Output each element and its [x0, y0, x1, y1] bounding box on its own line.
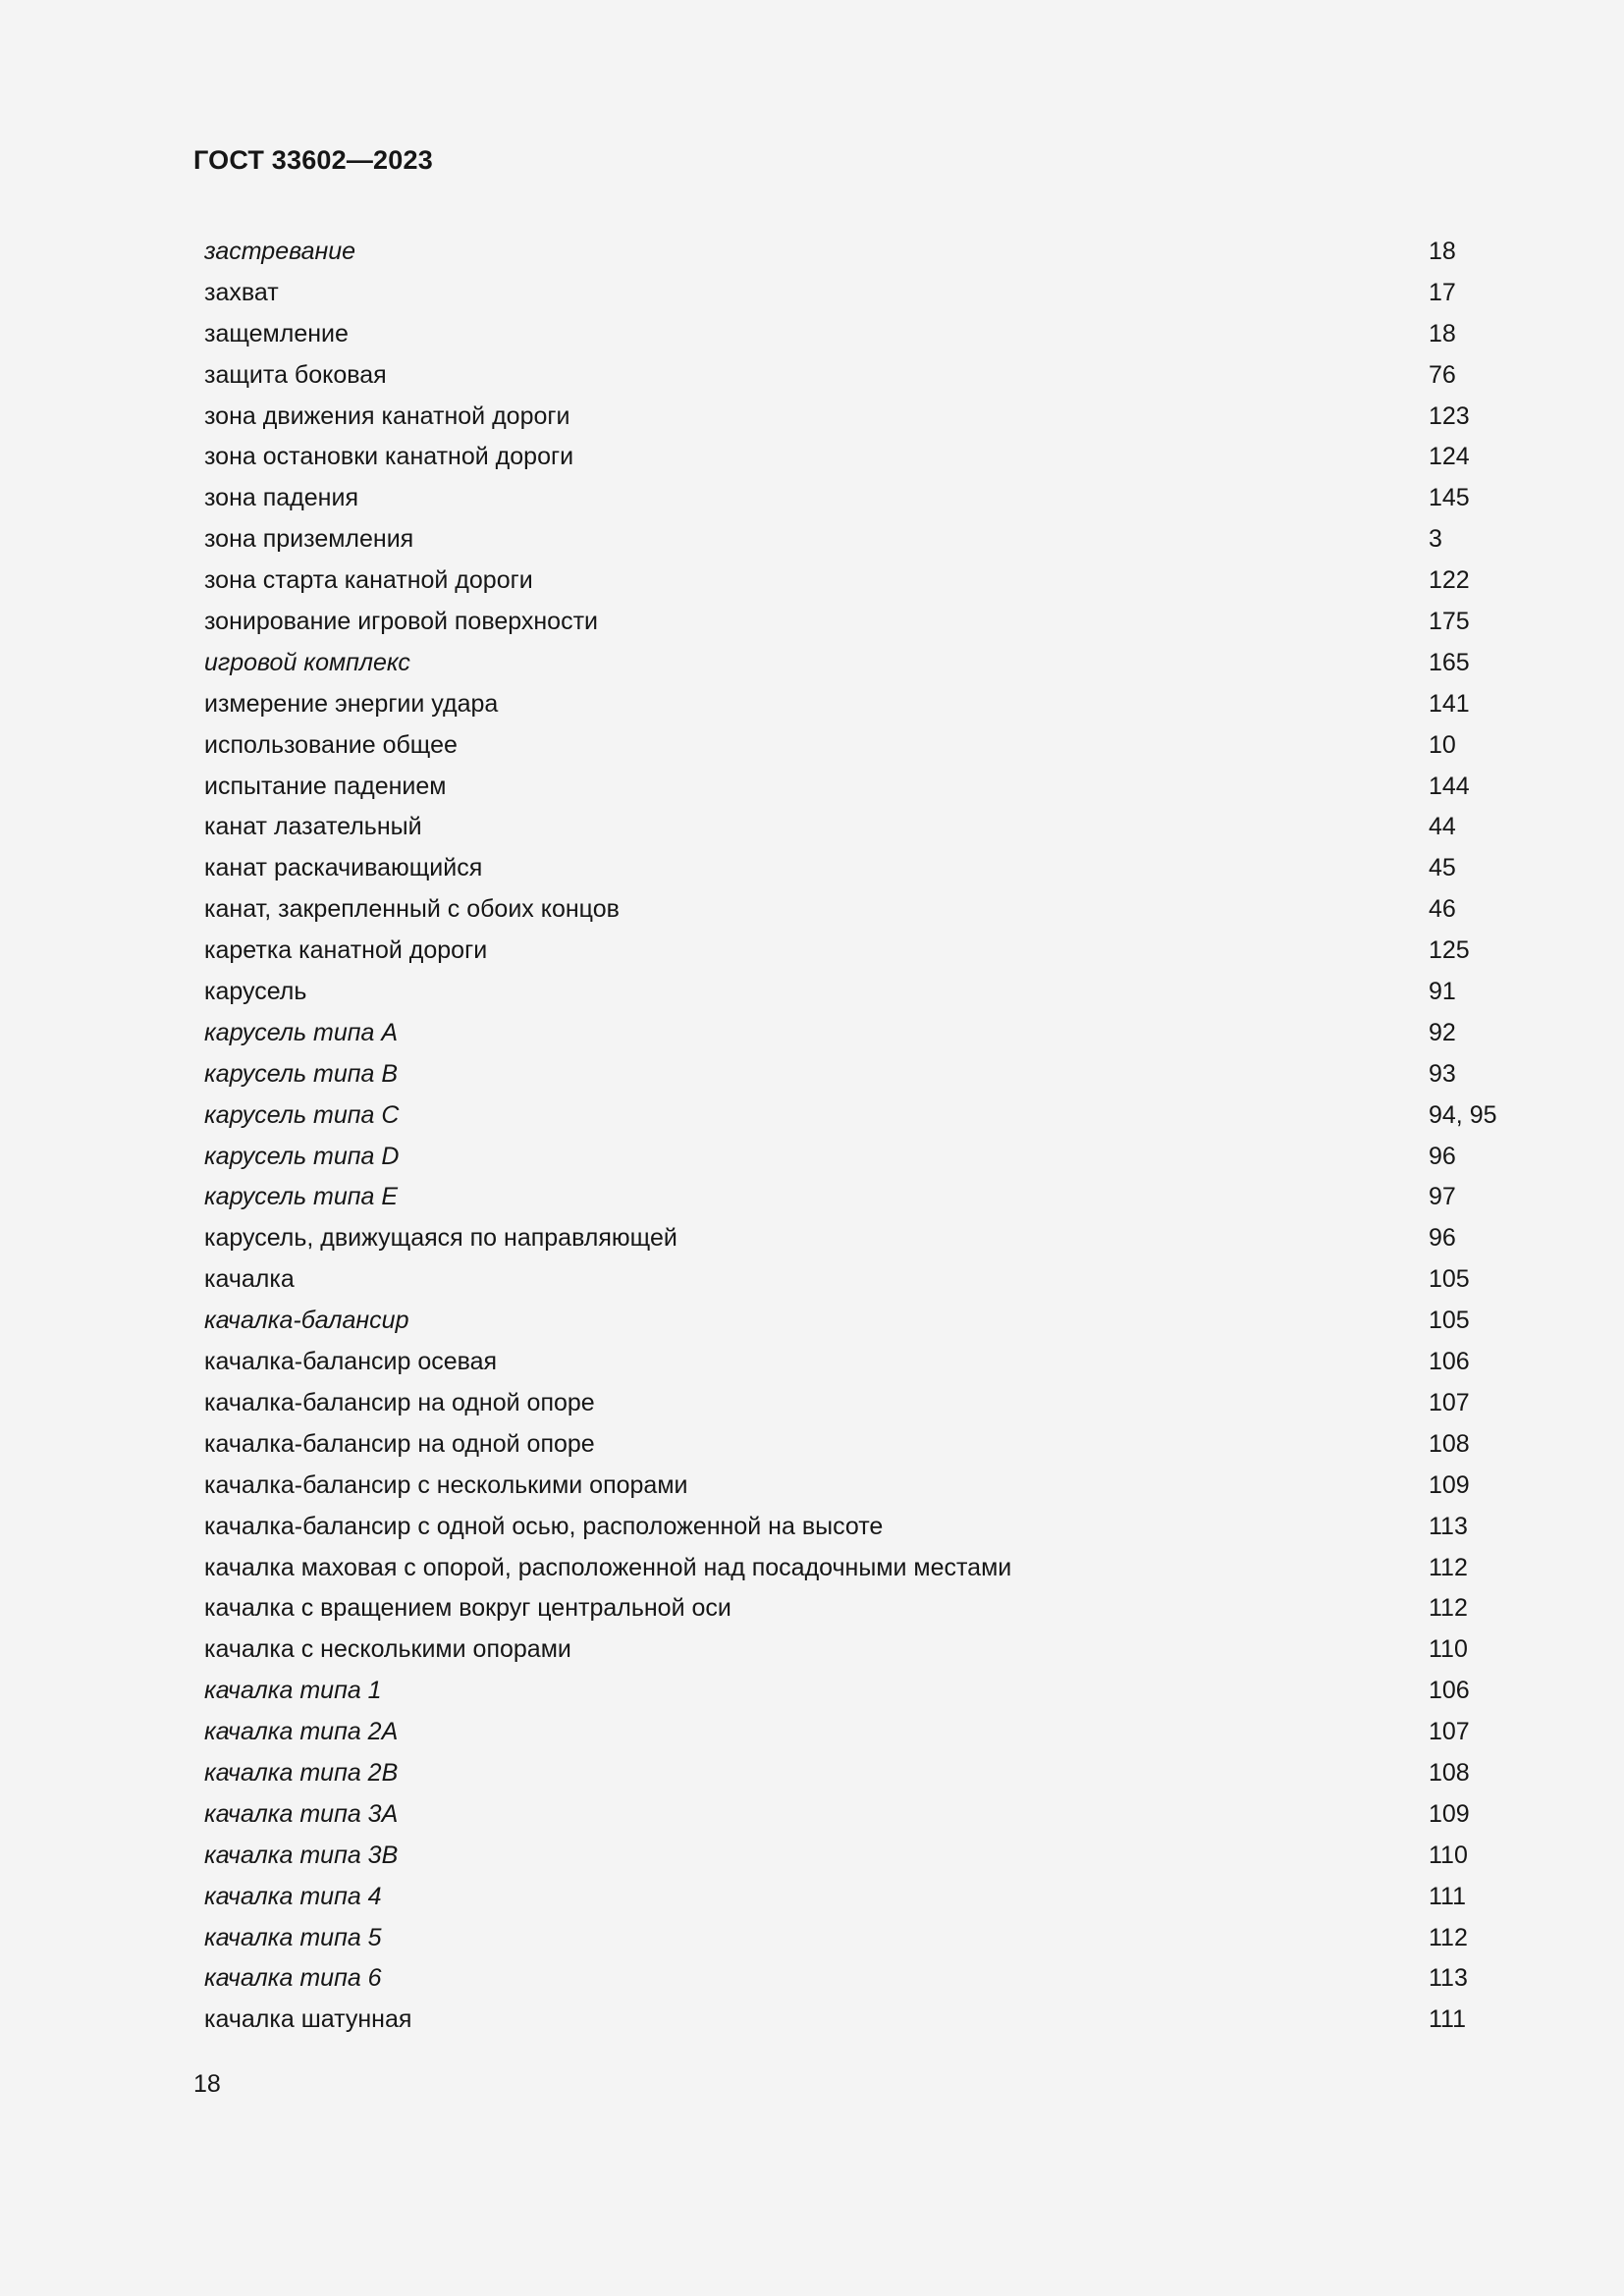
index-term-reference: 122 — [1429, 566, 1470, 595]
index-term-reference: 107 — [1429, 1388, 1470, 1416]
index-term: зона старта канатной дороги — [204, 566, 533, 595]
index-term: качалка типа 4 — [204, 1882, 382, 1910]
index-entry — [204, 1918, 1510, 1959]
index-term: качалка типа 1 — [204, 1677, 382, 1705]
index-term-reference: 105 — [1429, 1307, 1470, 1335]
index-entry — [204, 767, 1510, 808]
index-term: качалка-балансир на одной опоре — [204, 1429, 595, 1458]
index-term-reference: 113 — [1429, 1964, 1468, 1993]
index-term-reference: 93 — [1429, 1059, 1456, 1088]
index-term: качалка типа 5 — [204, 1923, 382, 1951]
index-entry — [204, 1836, 1510, 1877]
index-entry — [204, 1095, 1510, 1137]
index-term: карусель типа A — [204, 1018, 399, 1046]
index-term-reference: 3 — [1429, 525, 1442, 554]
index-entry — [204, 232, 1510, 273]
index-term: канат, закрепленный с обоих концов — [204, 895, 620, 924]
index-term: зона остановки канатной дороги — [204, 443, 574, 471]
index-entry — [204, 1548, 1510, 1589]
index-term-reference: 96 — [1429, 1224, 1456, 1253]
index-term-reference: 96 — [1429, 1142, 1456, 1170]
index-entry — [204, 1588, 1510, 1629]
index-term-reference: 113 — [1429, 1512, 1468, 1540]
index-entry — [204, 684, 1510, 725]
index-term-reference: 44 — [1429, 813, 1456, 841]
index-entry — [204, 1013, 1510, 1054]
index-term: каретка канатной дороги — [204, 936, 488, 965]
index-term-reference: 141 — [1429, 689, 1470, 718]
index-term-reference: 111 — [1429, 1882, 1467, 1910]
index-entry — [204, 848, 1510, 889]
index-entry — [204, 1466, 1510, 1507]
index-entry — [204, 1054, 1510, 1095]
index-entry — [204, 273, 1510, 314]
index-term: качалка — [204, 1265, 295, 1294]
index-term: качалка типа 3A — [204, 1799, 399, 1828]
index-term-reference: 112 — [1429, 1923, 1468, 1951]
index-term-reference: 106 — [1429, 1677, 1470, 1705]
index-entry — [204, 355, 1510, 397]
index-term: качалка-балансир — [204, 1307, 409, 1335]
index-entry — [204, 1753, 1510, 1794]
index-term-reference: 92 — [1429, 1018, 1456, 1046]
index-entry — [204, 2000, 1510, 2041]
alphabetical-index-list — [204, 232, 1510, 2041]
index-entry — [204, 314, 1510, 355]
index-term: карусель типа C — [204, 1100, 400, 1129]
index-entry — [204, 1671, 1510, 1712]
index-term: канат раскачивающийся — [204, 854, 483, 882]
index-entry — [204, 1137, 1510, 1178]
index-term-reference: 109 — [1429, 1799, 1470, 1828]
index-entry — [204, 889, 1510, 931]
index-term-reference: 45 — [1429, 854, 1456, 882]
index-term: качалка с вращением вокруг центральной оси — [204, 1594, 731, 1623]
index-term: карусель типа D — [204, 1142, 400, 1170]
index-term: защита боковая — [204, 360, 387, 389]
index-entry — [204, 807, 1510, 848]
index-term: карусель — [204, 978, 307, 1006]
index-term-reference: 124 — [1429, 443, 1470, 471]
index-term: игровой комплекс — [204, 648, 410, 676]
index-entry — [204, 602, 1510, 643]
index-term-reference: 110 — [1429, 1841, 1468, 1869]
index-term-reference: 106 — [1429, 1348, 1470, 1376]
index-term: измерение энергии удара — [204, 689, 499, 718]
index-entry — [204, 1301, 1510, 1342]
index-term-reference: 108 — [1429, 1429, 1470, 1458]
index-term-reference: 76 — [1429, 360, 1456, 389]
index-term: использование общее — [204, 730, 458, 759]
index-term-reference: 112 — [1429, 1594, 1468, 1623]
index-term-reference: 123 — [1429, 401, 1470, 430]
index-term-reference: 145 — [1429, 484, 1470, 512]
index-term-reference: 144 — [1429, 772, 1470, 800]
index-term: зона падения — [204, 484, 358, 512]
index-term-reference: 110 — [1429, 1635, 1468, 1664]
index-term: карусель типа B — [204, 1059, 399, 1088]
index-entry — [204, 1877, 1510, 1918]
index-entry — [204, 725, 1510, 767]
index-term: качалка маховая с опорой, расположенной над посадочными местами — [204, 1553, 1012, 1581]
index-entry — [204, 1259, 1510, 1301]
index-term-reference: 111 — [1429, 2005, 1467, 2034]
index-term-reference: 10 — [1429, 730, 1456, 759]
index-term-reference: 109 — [1429, 1470, 1470, 1499]
index-entry — [204, 1712, 1510, 1753]
index-term: качалка типа 2A — [204, 1718, 399, 1746]
index-term: застревание — [204, 238, 356, 265]
index-term-reference: 46 — [1429, 895, 1456, 924]
index-term-reference: 17 — [1429, 278, 1456, 306]
index-term: качалка-балансир с несколькими опорами — [204, 1470, 688, 1499]
index-term: качалка типа 3B — [204, 1841, 399, 1869]
index-entry — [204, 1177, 1510, 1218]
index-term-reference: 107 — [1429, 1718, 1470, 1746]
index-term-reference: 125 — [1429, 936, 1470, 965]
index-entry — [204, 1629, 1510, 1671]
index-entry — [204, 1218, 1510, 1259]
index-term: испытание падением — [204, 772, 447, 800]
index-term-reference: 105 — [1429, 1265, 1470, 1294]
document-header: ГОСТ 33602—2023 — [193, 145, 433, 175]
index-term-reference: 91 — [1429, 978, 1456, 1006]
index-entry — [204, 1383, 1510, 1424]
index-term-reference: 175 — [1429, 608, 1470, 636]
index-term: зонирование игровой поверхности — [204, 608, 598, 636]
index-term: качалка типа 2B — [204, 1758, 399, 1787]
index-term: защемление — [204, 319, 349, 347]
index-term-reference: 108 — [1429, 1758, 1470, 1787]
index-term: зона приземления — [204, 525, 414, 554]
index-term-reference: 97 — [1429, 1183, 1456, 1211]
index-term-reference: 112 — [1429, 1553, 1468, 1581]
index-entry — [204, 561, 1510, 602]
index-entry — [204, 1507, 1510, 1548]
index-term-reference: 94, 95 — [1429, 1100, 1497, 1129]
index-entry — [204, 1958, 1510, 2000]
index-entry — [204, 478, 1510, 519]
index-entry — [204, 931, 1510, 972]
index-entry — [204, 972, 1510, 1013]
index-entry — [204, 643, 1510, 684]
page-number: 18 — [193, 2070, 221, 2098]
index-term: качалка с несколькими опорами — [204, 1635, 571, 1664]
index-term-reference: 165 — [1429, 648, 1470, 676]
index-term: качалка-балансир с одной осью, расположенной на высоте — [204, 1512, 884, 1540]
index-term-reference: 18 — [1429, 238, 1456, 265]
index-term: качалка шатунная — [204, 2005, 412, 2034]
index-entry — [204, 1342, 1510, 1383]
index-term: качалка типа 6 — [204, 1964, 382, 1993]
index-entry — [204, 1424, 1510, 1466]
index-term: карусель, движущаяся по направляющей — [204, 1224, 677, 1253]
index-entry — [204, 437, 1510, 478]
index-entry — [204, 519, 1510, 561]
index-term: качалка-балансир на одной опоре — [204, 1388, 595, 1416]
index-term: качалка-балансир осевая — [204, 1348, 498, 1376]
index-term: канат лазательный — [204, 813, 422, 841]
index-entry — [204, 1794, 1510, 1836]
index-entry — [204, 397, 1510, 438]
index-term: зона движения канатной дороги — [204, 401, 570, 430]
index-term: захват — [204, 278, 279, 306]
index-term-reference: 18 — [1429, 319, 1456, 347]
index-term: карусель типа E — [204, 1183, 399, 1211]
